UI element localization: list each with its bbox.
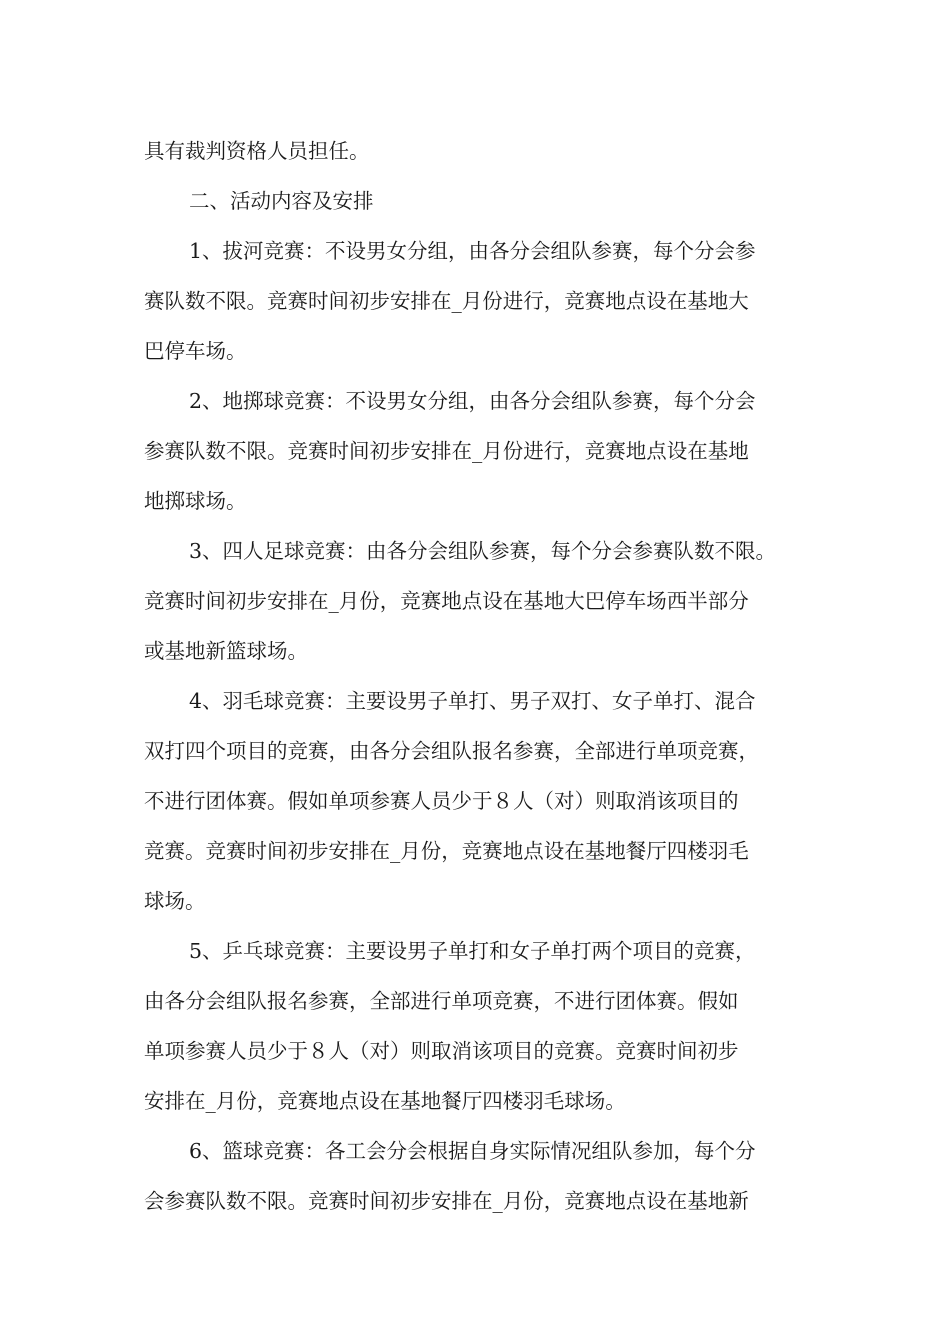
text-line: 4、羽毛球竞赛：主要设男子单打、男子双打、女子单打、混合 xyxy=(189,689,756,713)
text-line: 安排在_月份，竞赛地点设在基地餐厅四楼羽毛球场。 xyxy=(144,1089,626,1113)
text-line: 巴停车场。 xyxy=(144,339,247,363)
text-line: 竞赛。竞赛时间初步安排在_月份，竞赛地点设在基地餐厅四楼羽毛 xyxy=(144,839,749,863)
text-line: 1、拔河竞赛：不设男女分组，由各分会组队参赛，每个分会参 xyxy=(189,239,756,263)
text-line: 单项参赛人员少于８人（对）则取消该项目的竞赛。竞赛时间初步 xyxy=(144,1039,739,1063)
text-line: 具有裁判资格人员担任。 xyxy=(144,139,370,163)
text-line: 或基地新篮球场。 xyxy=(144,639,308,663)
text-line: 会参赛队数不限。竞赛时间初步安排在_月份，竞赛地点设在基地新 xyxy=(144,1189,749,1213)
text-line: 5、乒乓球竞赛：主要设男子单打和女子单打两个项目的竞赛， xyxy=(189,939,756,963)
text-line: 6、篮球竞赛：各工会分会根据自身实际情况组队参加，每个分 xyxy=(189,1139,756,1163)
text-line: 由各分会组队报名参赛，全部进行单项竞赛，不进行团体赛。假如 xyxy=(144,989,739,1013)
text-line: 不进行团体赛。假如单项参赛人员少于８人（对）则取消该项目的 xyxy=(144,789,739,813)
text-line: 2、地掷球竞赛：不设男女分组，由各分会组队参赛，每个分会 xyxy=(189,389,756,413)
text-line: 地掷球场。 xyxy=(144,489,247,513)
text-line: 竞赛时间初步安排在_月份，竞赛地点设在基地大巴停车场西半部分 xyxy=(144,589,749,613)
section-heading: 二、活动内容及安排 xyxy=(189,189,374,213)
text-line: 赛队数不限。竞赛时间初步安排在_月份进行，竞赛地点设在基地大 xyxy=(144,289,749,313)
text-line: 参赛队数不限。竞赛时间初步安排在_月份进行，竞赛地点设在基地 xyxy=(144,439,749,463)
text-line: 双打四个项目的竞赛，由各分会组队报名参赛，全部进行单项竞赛， xyxy=(144,739,759,763)
text-line: 3、四人足球竞赛：由各分会组队参赛，每个分会参赛队数不限。 xyxy=(189,539,777,563)
text-line: 球场。 xyxy=(144,889,206,913)
